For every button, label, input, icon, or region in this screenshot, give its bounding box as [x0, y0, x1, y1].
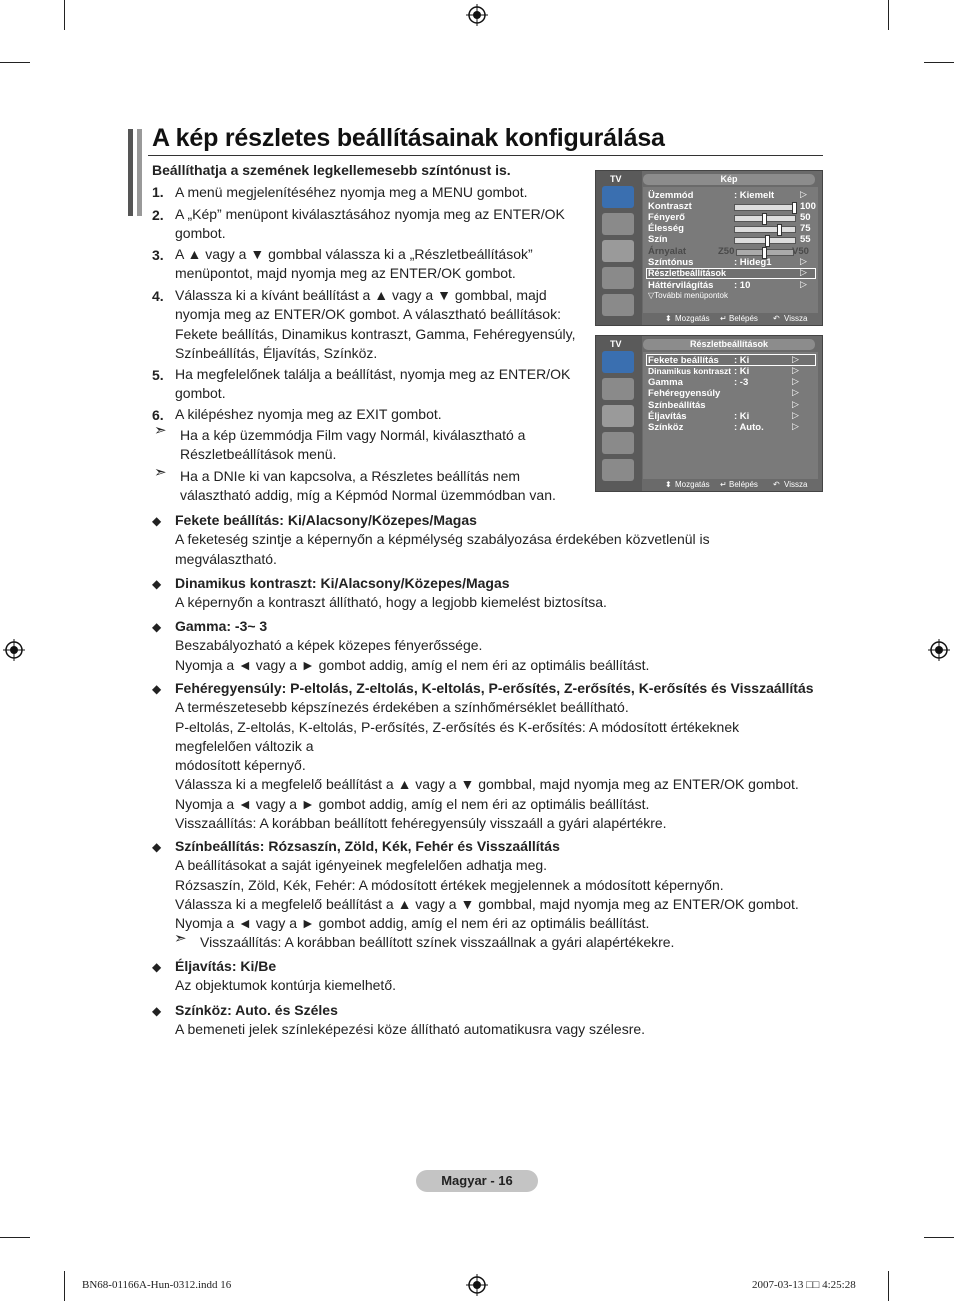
slider-color [734, 237, 796, 244]
osd-row-value: : Hideg1 [734, 257, 772, 268]
osd-picture-menu [595, 170, 823, 326]
move-icon: ⬍ [665, 480, 672, 489]
osd-row-value: 55 [800, 234, 811, 245]
bullet-section: Fekete beállítás: Ki/Alacsony/Közepes/Magas A feketeség szintje a képernyőn a képmélység szabályozása érdekében közvetlenül is megválasztható. [175, 512, 710, 567]
page-title: A kép részletes beállításainak konfigurálása [152, 124, 665, 152]
return-icon: ↶ [773, 480, 780, 489]
slider-knob [762, 213, 767, 225]
submenu-arrow-icon: ▷ [792, 421, 799, 431]
note-text: Visszaállítás: A korábban beállított színek visszaállnak a gyári alapértékekre. [200, 934, 675, 950]
osd-row-label: Kontraszt [648, 201, 692, 212]
footer-back: Vissza [784, 480, 808, 489]
crop-mark [64, 1271, 65, 1301]
registration-mark-icon [466, 4, 488, 26]
step-text: A kilépéshez nyomja meg az EXIT gombot. [175, 406, 442, 422]
crop-mark [888, 0, 889, 30]
osd-row-value: V50 [792, 246, 809, 257]
bullet-section: Gamma: -3~ 3 Beszabályozható a képek közepes fényerőssége. Nyomja a ◄ vagy a ► gombot addig, amíg el nem éri az optimális beállítást. [175, 618, 650, 673]
note-arrow-icon: ➣ [154, 422, 167, 439]
submenu-arrow-icon: ▷ [792, 354, 799, 364]
osd-row-label: Gamma [648, 377, 683, 388]
title-accent [128, 129, 133, 216]
step-number: 6. [152, 407, 164, 423]
footer-timestamp: 2007-03-13 □□ 4:25:28 [752, 1279, 856, 1291]
crop-mark [0, 62, 30, 63]
note-arrow-icon: ➣ [154, 464, 167, 481]
submenu-arrow-icon: ▷ [792, 399, 799, 409]
osd-footer [643, 480, 818, 490]
slider-brightness [734, 215, 796, 222]
input-icon [602, 459, 634, 481]
slider-knob [765, 235, 770, 247]
osd-row-label: Szín [648, 234, 668, 245]
bullet-section: Dinamikus kontraszt: Ki/Alacsony/Közepes/Magas A képernyőn a kontraszt állítható, hogy a legjobb kiemelést biztosítsa. [175, 575, 607, 611]
osd-row-value: : Ki [734, 355, 750, 366]
osd-more-items: ▽További menüpontok [648, 291, 728, 300]
osd-row-value: : Auto. [734, 422, 764, 433]
step-number: 4. [152, 288, 164, 304]
enter-icon: ↵ [720, 480, 727, 489]
intro-text: Beállíthatja a szemének legkellemesebb színtónust is. [152, 162, 511, 178]
title-rule [148, 155, 823, 156]
osd-row-label: Színtónus [648, 257, 694, 268]
osd-row-value: 75 [800, 223, 811, 234]
slider-knob [792, 202, 797, 214]
osd-row-label: Fekete beállítás [648, 355, 719, 366]
osd-row-label: Dinamikus kontraszt [648, 366, 732, 376]
footer-enter: Belépés [729, 314, 758, 323]
enter-icon: ↵ [720, 314, 727, 323]
step-number: 1. [152, 184, 164, 200]
picture-icon [602, 351, 634, 373]
osd-row-label: Üzemmód [648, 190, 694, 201]
setup-icon [602, 267, 634, 289]
slider-tint [736, 249, 794, 256]
note-text: Ha a kép üzemmódja Film vagy Normál, kiválasztható a Részletbeállítások menü. [180, 427, 526, 463]
osd-row-label: Élesség [648, 223, 684, 234]
osd-row-label: Éljavítás [648, 411, 687, 422]
registration-mark-icon [466, 1274, 488, 1296]
channel-icon [602, 405, 634, 427]
picture-icon [602, 186, 634, 208]
osd-row-value: : Ki [734, 411, 750, 422]
step-text: A ▲ vagy a ▼ gombbal válassza ki a „Részletbeállítások” menüpontot, majd nyomja meg az ENTER/OK gombot. [175, 246, 533, 282]
submenu-arrow-icon: ▷ [792, 410, 799, 420]
step-number: 2. [152, 207, 164, 223]
step-text: A menü megjelenítéséhez nyomja meg a MENU gombot. [175, 184, 528, 200]
submenu-arrow-icon: ▷ [800, 279, 807, 289]
osd-tv-label: TV [610, 174, 622, 184]
sound-icon [602, 213, 634, 235]
title-accent [137, 129, 142, 216]
osd-row-value: : 10 [734, 280, 751, 291]
input-icon [602, 294, 634, 316]
return-icon: ↶ [773, 314, 780, 323]
bullet-diamond-icon: ◆ [152, 1004, 162, 1018]
osd-sidebar [596, 171, 642, 325]
osd-row-value: 50 [800, 212, 811, 223]
note-arrow-icon: ➣ [174, 930, 187, 947]
osd-row-value: 100 [800, 201, 816, 212]
note-text: Ha a DNIe ki van kapcsolva, a Részletes beállítás nem választható addig, míg a Képmód Normal üzemmódban van. [180, 468, 556, 504]
footer-back: Vissza [784, 314, 808, 323]
osd-detail-menu [595, 335, 823, 492]
bullet-diamond-icon: ◆ [152, 514, 162, 528]
osd-tv-label: TV [610, 339, 622, 349]
footer-move: Mozgatás [675, 480, 710, 489]
submenu-arrow-icon: ▷ [792, 376, 799, 386]
channel-icon [602, 240, 634, 262]
bullet-diamond-icon: ◆ [152, 682, 162, 696]
osd-header: Részletbeállítások [643, 339, 815, 350]
osd-row-label: Színbeállítás [648, 400, 706, 411]
submenu-arrow-icon: ▷ [800, 267, 807, 277]
submenu-arrow-icon: ▷ [800, 256, 807, 266]
step-number: 5. [152, 367, 164, 383]
bullet-section: Fehéregyensúly: P-eltolás, Z-eltolás, K-eltolás, P-erősítés, Z-erősítés, K-erősítés és Visszaállítás A természetesebb képszínezés érdekében a színhőmérséklet beállítható. P-eltolás, Z-eltolás, K-eltolás, P-erősítés, Z-erősítés és K-erősítés: A módosított értékeknek megfelelően változik a módosított képernyő. Válassza ki a megfelelő beállítást a ▲ vagy a ▼ gombbal, majd nyomja meg az ENTER/OK gombot. Nyomja a ◄ vagy a ► gombot addig, amíg el nem éri az optimális beállítást. Visszaállítás: A korábban beállított fehéregyensúly visszaáll a gyári alapértékre. [175, 680, 814, 832]
osd-row-label: Fehéregyensúly [648, 388, 721, 399]
submenu-arrow-icon: ▷ [792, 365, 799, 375]
slider-knob [777, 224, 782, 236]
submenu-arrow-icon: ▷ [800, 189, 807, 199]
bullet-diamond-icon: ◆ [152, 577, 162, 591]
bullet-section: Színköz: Auto. és Széles A bemeneti jelek színleképezési köze állítható automatikusra vagy szélesre. [175, 1002, 646, 1038]
move-icon: ⬍ [665, 314, 672, 323]
crop-mark [924, 1237, 954, 1238]
registration-mark-icon [3, 639, 25, 661]
bullet-diamond-icon: ◆ [152, 840, 162, 854]
osd-row-value: : Kiemelt [734, 190, 775, 201]
footer-filename: BN68-01166A-Hun-0312.indd 16 [82, 1279, 232, 1291]
osd-row-value: : -3 [734, 377, 749, 388]
crop-mark [64, 0, 65, 30]
submenu-arrow-icon: ▷ [792, 387, 799, 397]
slider-contrast [734, 204, 796, 211]
registration-mark-icon [928, 639, 950, 661]
step-text: A „Kép” menüpont kiválasztásához nyomja meg az ENTER/OK gombot. [175, 206, 565, 242]
slider-sharpness [734, 226, 796, 233]
osd-row-label: Háttérvilágítás [648, 280, 714, 291]
footer-move: Mozgatás [675, 314, 710, 323]
osd-row-label: Fényerő [648, 212, 685, 223]
footer-enter: Belépés [729, 480, 758, 489]
osd-row-value: : Ki [734, 366, 750, 377]
bullet-diamond-icon: ◆ [152, 620, 162, 634]
bullet-section: Színbeállítás: Rózsaszín, Zöld, Kék, Fehér és Visszaállítás A beállításokat a saját igényeinek megfelelően adhatja meg. Rózsaszín, Zöld, Kék, Fehér: A módosított értékek megjelennek a módosított képernyőn. Válassza ki a megfelelő beállítást a ▲ vagy a ▼ gombbal, majd nyomja meg az ENTER/OK gombot. Nyomja a ◄ vagy a ► gombot addig, amíg el nem éri az optimális beállítást. [175, 838, 799, 932]
sound-icon [602, 378, 634, 400]
osd-row-label: Színköz [648, 422, 684, 433]
crop-mark [0, 1237, 30, 1238]
osd-footer [643, 314, 818, 324]
osd-sidebar [596, 336, 642, 491]
step-text: Ha megfelelőnek találja a beállítást, nyomja meg az ENTER/OK gombot. [175, 366, 571, 402]
osd-header: Kép [643, 174, 815, 185]
page-number: Magyar - 16 [416, 1170, 538, 1192]
crop-mark [924, 62, 954, 63]
osd-row-value: Z50 [718, 246, 735, 257]
bullet-section: Éljavítás: Ki/Be Az objektumok kontúrja kiemelhető. [175, 958, 396, 994]
osd-row-label: Árnyalat [648, 246, 687, 257]
crop-mark [888, 1271, 889, 1301]
bullet-diamond-icon: ◆ [152, 960, 162, 974]
osd-row-label: Részletbeállítások [648, 268, 727, 278]
step-number: 3. [152, 247, 164, 263]
step-text: Válassza ki a kívánt beállítást a ▲ vagy a ▼ gombbal, majd nyomja meg az ENTER/OK gombot. A választható beállítások: Fekete beállítás, Dinamikus kontraszt, Gamma, Fehéregyensúly, Színbeállítás, Éljavítás, Színköz. [175, 287, 576, 361]
setup-icon [602, 432, 634, 454]
